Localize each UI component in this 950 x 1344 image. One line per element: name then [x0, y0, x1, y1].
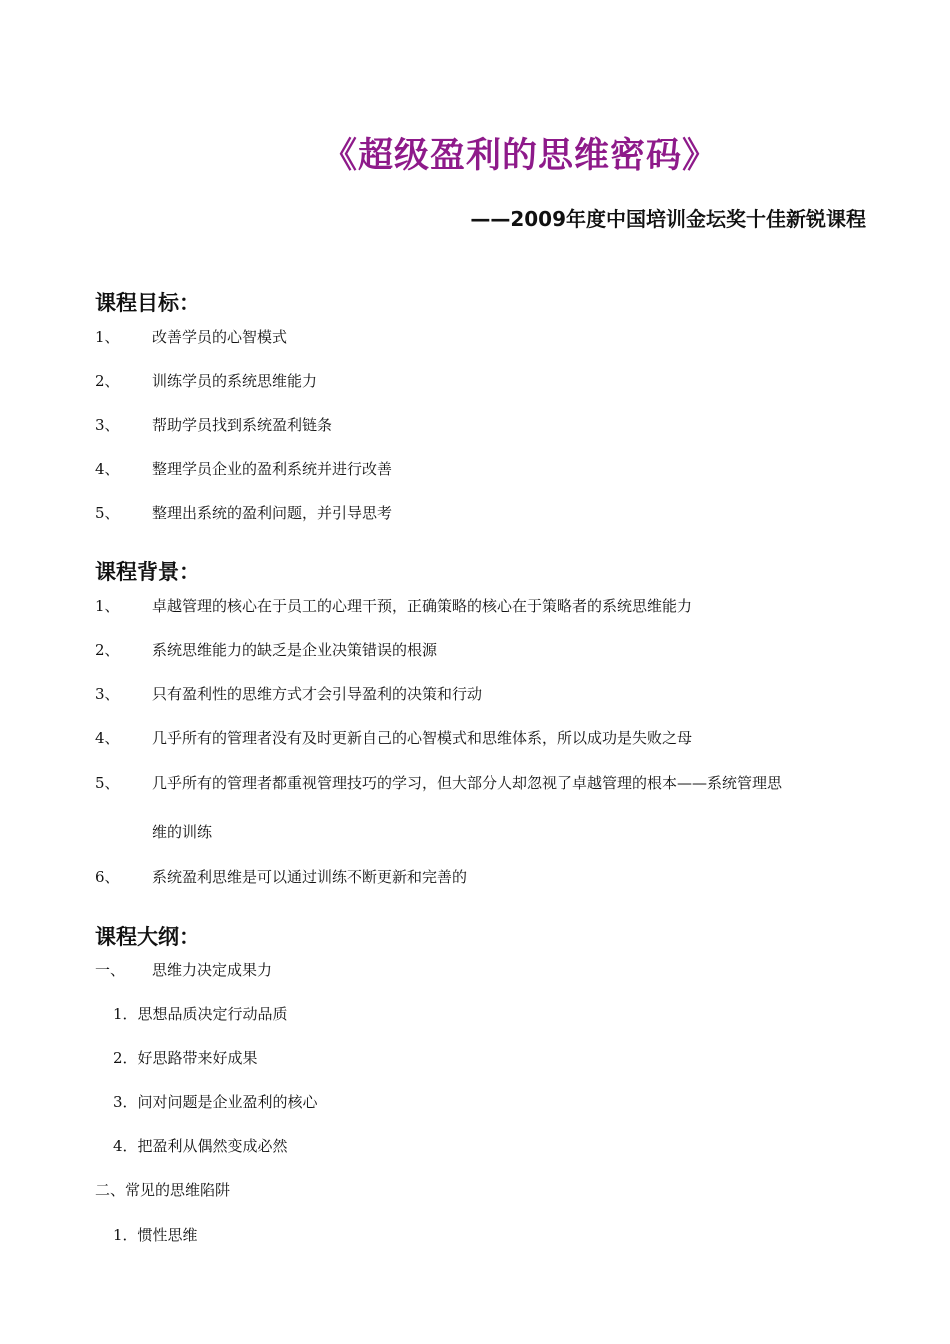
background-item: 2、 系统思维能力的缺乏是企业决策错误的根源 [95, 641, 438, 659]
background-item: 5、 几乎所有的管理者都重视管理技巧的学习，但大部分人却忽视了卓越管理的根本——系统管理思 [95, 774, 783, 792]
outline-item: 3．问对问题是企业盈利的核心 [113, 1093, 318, 1111]
goal-item: 3、 帮助学员找到系统盈利链条 [95, 416, 333, 434]
outline-section: 一、 思维力决定成果力 [95, 961, 273, 979]
goals-heading: 课程目标： [95, 291, 200, 315]
outline-heading: 课程大纲： [95, 925, 200, 949]
goal-item: 4、 整理学员企业的盈利系统并进行改善 [95, 460, 393, 478]
background-heading: 课程背景： [95, 560, 200, 584]
goal-item: 1、 改善学员的心智模式 [95, 328, 288, 346]
background-item-continuation: 维的训练 [152, 823, 213, 841]
outline-item: 1．思想品质决定行动品质 [113, 1005, 288, 1023]
document-subtitle: ——2009年度中国培训金坛奖十佳新锐课程 [470, 207, 866, 231]
document-title: 《超级盈利的思维密码》 [321, 136, 718, 176]
outline-section: 二、常见的思维陷阱 [95, 1181, 231, 1199]
background-item: 4、 几乎所有的管理者没有及时更新自己的心智模式和思维体系，所以成功是失败之母 [95, 729, 693, 747]
background-item: 3、 只有盈利性的思维方式才会引导盈利的决策和行动 [95, 685, 483, 703]
background-item: 1、 卓越管理的核心在于员工的心理干预，正确策略的核心在于策略者的系统思维能力 [95, 597, 693, 615]
outline-item: 1．惯性思维 [113, 1226, 198, 1244]
background-item: 6、 系统盈利思维是可以通过训练不断更新和完善的 [95, 868, 468, 886]
goal-item: 5、 整理出系统的盈利问题，并引导思考 [95, 504, 393, 522]
goal-item: 2、 训练学员的系统思维能力 [95, 372, 318, 390]
outline-item: 2．好思路带来好成果 [113, 1049, 258, 1067]
outline-item: 4．把盈利从偶然变成必然 [113, 1137, 288, 1155]
